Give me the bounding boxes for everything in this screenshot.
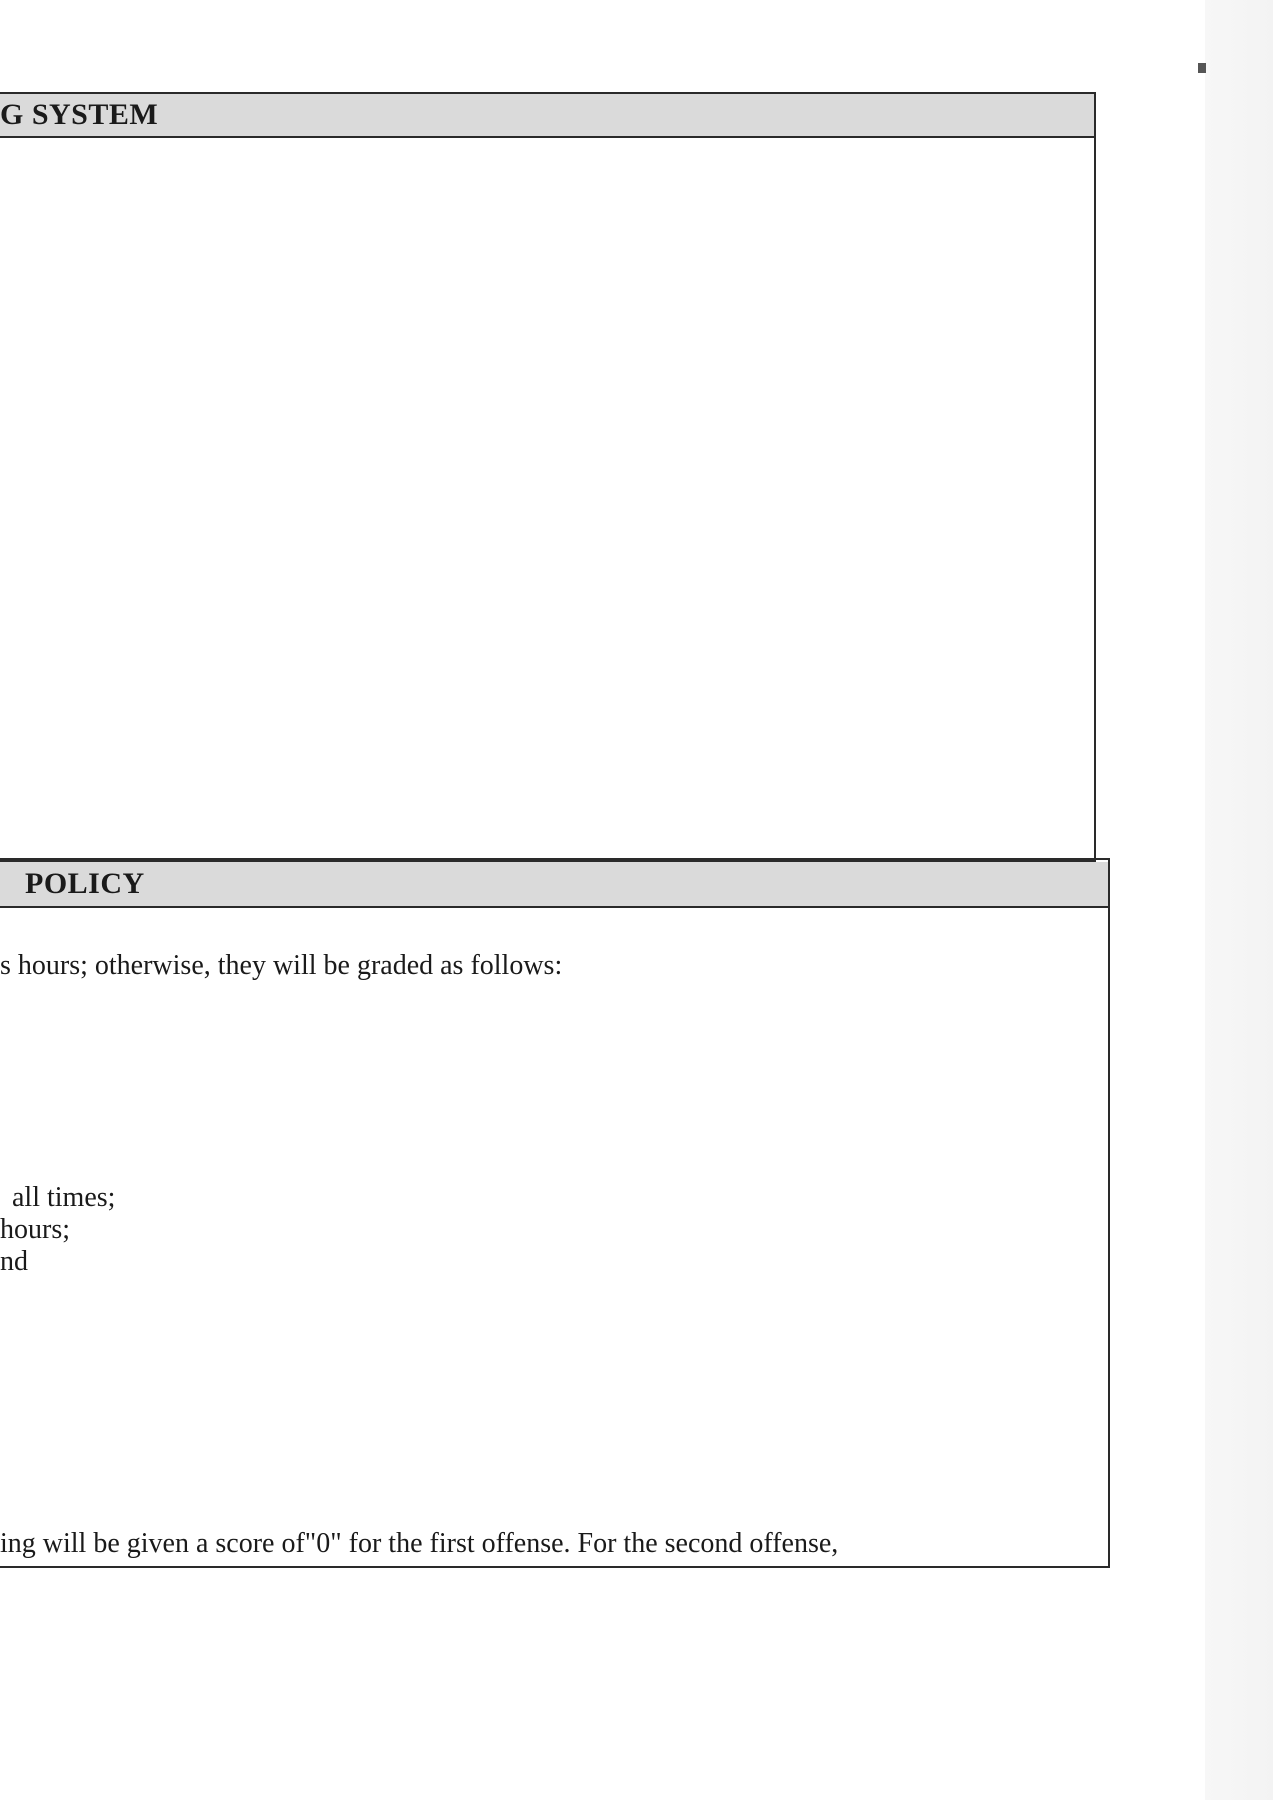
corner-mark <box>1198 63 1206 73</box>
grading-system-title: G SYSTEM <box>0 98 159 131</box>
grading-system-section <box>0 92 1096 862</box>
page-edge-shadow <box>1205 0 1273 1800</box>
policy-line-5: ing will be given a score of"0" for the first offense. For the second offense, <box>0 1528 839 1559</box>
policy-line-2: all times; <box>12 1182 116 1213</box>
policy-header <box>0 862 1108 908</box>
policy-line-4: nd <box>0 1246 28 1277</box>
policy-line-3: hours; <box>0 1214 70 1245</box>
policy-line-1: s hours; otherwise, they will be graded as follows: <box>0 950 563 981</box>
grading-system-header <box>0 94 1094 138</box>
policy-title: POLICY <box>25 867 145 900</box>
